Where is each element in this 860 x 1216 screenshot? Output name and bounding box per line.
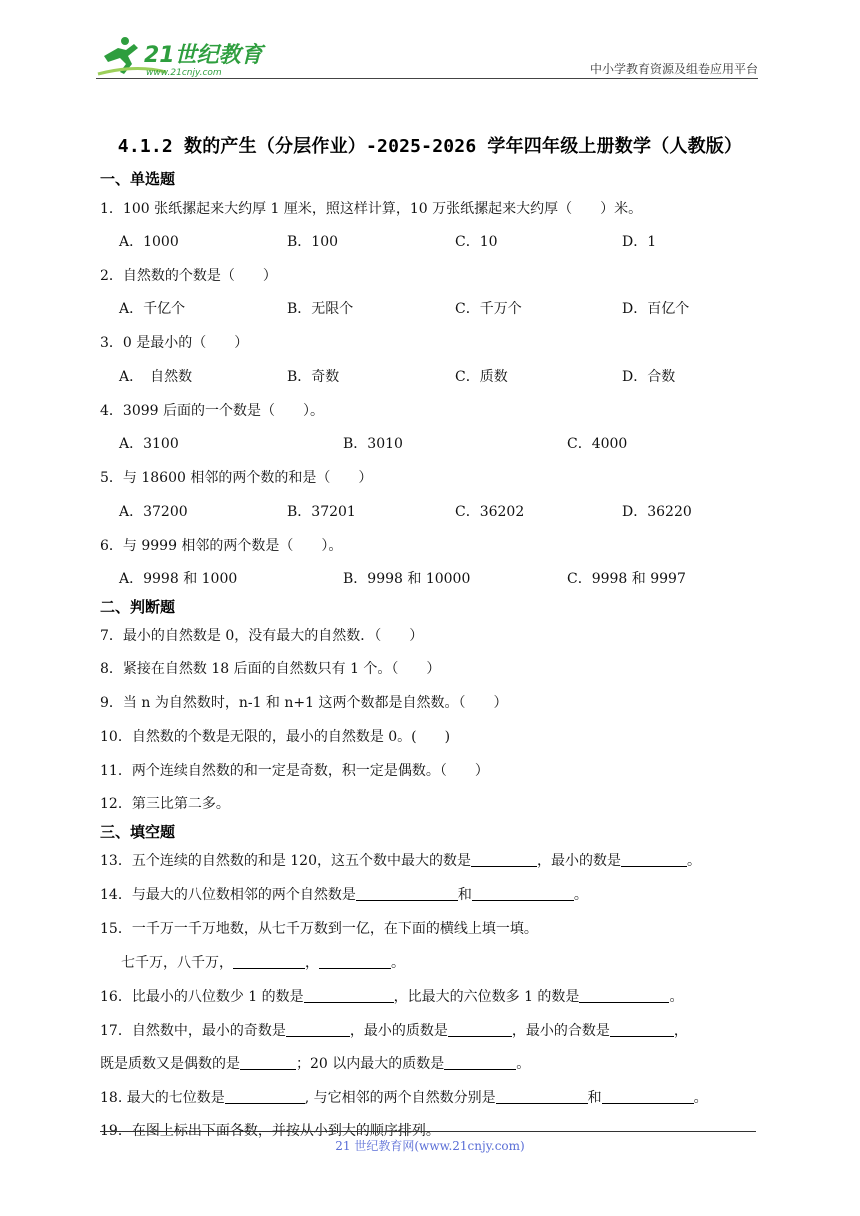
q1-option-d: D．1: [622, 234, 657, 250]
question-11: 11．两个连续自然数的和一定是奇数，积一定是偶数。（ ）: [100, 763, 489, 779]
footer-text: 21 世纪教育网(www.21cnjy.com): [335, 1139, 525, 1153]
q15-text-2: ，: [305, 955, 319, 971]
q1-option-a: A．1000: [119, 234, 179, 250]
header-platform-text: 中小学教育资源及组卷应用平台: [589, 62, 758, 76]
q14-text-1: 14．与最大的八位数相邻的两个自然数是: [100, 887, 356, 903]
q4-option-c: C．4000: [567, 436, 628, 452]
q4-option-b: B．3010: [343, 436, 403, 452]
q17-blank-3[interactable]: [610, 1022, 674, 1037]
q15-text-1: 七千万，八千万，: [121, 955, 233, 971]
question-2: 2．自然数的个数是（ ）: [100, 268, 277, 284]
q6-option-c: C．9998 和 9997: [567, 571, 686, 587]
logo-21cnjy: [96, 34, 266, 78]
q2-option-a: A．千亿个: [119, 301, 186, 317]
q16-text-3: 。: [669, 989, 684, 1005]
q17-text-7: 。: [516, 1056, 531, 1072]
q16-blank-2[interactable]: [579, 988, 669, 1003]
q17-text-6: ；20 以内最大的质数是: [296, 1056, 445, 1072]
section-title-single-choice: 一、单选题: [100, 170, 176, 188]
question-13: [100, 850, 701, 870]
q5-option-c: C．36202: [455, 504, 525, 520]
section-title-fill-blank: 三、填空题: [100, 823, 176, 841]
q3-option-d: D．合数: [622, 369, 676, 385]
q1-option-b: B．100: [287, 234, 339, 250]
q15-text-3: 。: [391, 955, 405, 971]
q16-text-2: ，比最大的六位数多 1 的数是: [393, 989, 580, 1005]
q3-option-a: A． 自然数: [119, 369, 193, 385]
question-15-line-2: [121, 952, 405, 972]
question-12: 12．第三比第二多。: [100, 796, 230, 812]
q13-text-1: 13．五个连续的自然数的和是 120，这五个数中最大的数是: [100, 853, 471, 869]
q17-blank-4[interactable]: [240, 1055, 296, 1070]
question-15: 15．一千万一千万地数，从七千万数到一亿，在下面的横线上填一填。: [100, 921, 538, 937]
q5-option-a: A．37200: [119, 504, 188, 520]
question-1: 1．100 张纸摞起来大约厚 1 厘米，照这样计算，10 万张纸摞起来大约厚（ ）米。: [100, 201, 643, 217]
svg-text:www.21cnjy.com: www.21cnjy.com: [146, 68, 222, 78]
q17-blank-2[interactable]: [448, 1022, 512, 1037]
q13-blank-2[interactable]: [621, 852, 687, 867]
q17-text-1: 17．自然数中，最小的奇数是: [100, 1023, 286, 1039]
q13-text-2: ，最小的数是: [537, 853, 621, 869]
q3-option-b: B．奇数: [287, 369, 340, 385]
q17-blank-5[interactable]: [444, 1055, 516, 1070]
q18-blank-3[interactable]: [602, 1089, 694, 1104]
page-header: [96, 30, 758, 80]
q14-text-3: 。: [573, 887, 588, 903]
q15-blank-2[interactable]: [319, 954, 391, 969]
question-6: 6．与 9999 相邻的两个数是（ ）。: [100, 538, 343, 554]
q17-text-2: ，最小的质数是: [349, 1023, 448, 1039]
q16-text-1: 16．比最小的八位数少 1 的数是: [100, 989, 304, 1005]
q5-option-d: D．36220: [622, 504, 692, 520]
q6-option-a: A．9998 和 1000: [119, 571, 238, 587]
q16-blank-1[interactable]: [304, 988, 394, 1003]
q6-option-b: B．9998 和 10000: [343, 571, 471, 587]
q18-blank-2[interactable]: [496, 1089, 588, 1104]
q13-blank-1[interactable]: [471, 852, 537, 867]
question-7: 7．最小的自然数是 0，没有最大的自然数．（ ）: [100, 628, 424, 644]
q14-blank-1[interactable]: [356, 886, 458, 901]
q2-option-b: B．无限个: [287, 301, 354, 317]
q13-text-3: 。: [687, 853, 701, 869]
question-4: 4．3099 后面的一个数是（ ）。: [100, 403, 324, 419]
question-14: [100, 884, 588, 904]
question-18: [100, 1087, 708, 1107]
question-16: [100, 986, 683, 1006]
q18-text-3: 和: [587, 1090, 602, 1106]
q14-blank-2[interactable]: [472, 886, 574, 901]
page-title: 4.1.2 数的产生（分层作业）-2025-2026 学年四年级上册数学（人教版）: [117, 136, 743, 157]
q1-option-c: C．10: [455, 234, 498, 250]
q5-option-b: B．37201: [287, 504, 356, 520]
question-10: 10．自然数的个数是无限的，最小的自然数是 0。( ): [100, 729, 451, 745]
question-9: 9．当 n 为自然数时，n-1 和 n+1 这两个数都是自然数。（ ）: [100, 695, 508, 711]
q4-option-a: A．3100: [119, 436, 179, 452]
q14-text-2: 和: [457, 887, 472, 903]
q15-blank-1[interactable]: [233, 954, 305, 969]
section-title-true-false: 二、判断题: [100, 598, 176, 616]
footer-divider: [100, 1131, 756, 1132]
q18-blank-1[interactable]: [225, 1089, 305, 1104]
question-3: 3．0 是最小的（ ）: [100, 335, 249, 351]
q18-text-1: 18. 最大的七位数是: [100, 1090, 225, 1106]
header-divider: [96, 78, 758, 79]
q2-option-d: D．百亿个: [622, 301, 690, 317]
q17-text-4: ，: [673, 1023, 688, 1039]
question-17-line-2: [100, 1053, 530, 1073]
q17-text-3: ，最小的合数是: [511, 1023, 610, 1039]
q2-option-c: C．千万个: [455, 301, 522, 317]
q3-option-c: C．质数: [455, 369, 508, 385]
question-19: 19．在图上标出下面各数，并按从小到大的顺序排列。: [100, 1123, 440, 1139]
svg-text:21世纪教育: 21世纪教育: [144, 43, 263, 68]
q17-blank-1[interactable]: [286, 1022, 350, 1037]
q17-text-5: 既是质数又是偶数的是: [100, 1056, 240, 1072]
q18-text-2: , 与它相邻的两个自然数分别是: [304, 1090, 496, 1106]
question-8: 8．紧接在自然数 18 后面的自然数只有 1 个。（ ）: [100, 661, 441, 677]
question-17: [100, 1020, 688, 1040]
question-5: 5．与 18600 相邻的两个数的和是（ ）: [100, 470, 373, 486]
q18-text-4: 。: [693, 1090, 708, 1106]
